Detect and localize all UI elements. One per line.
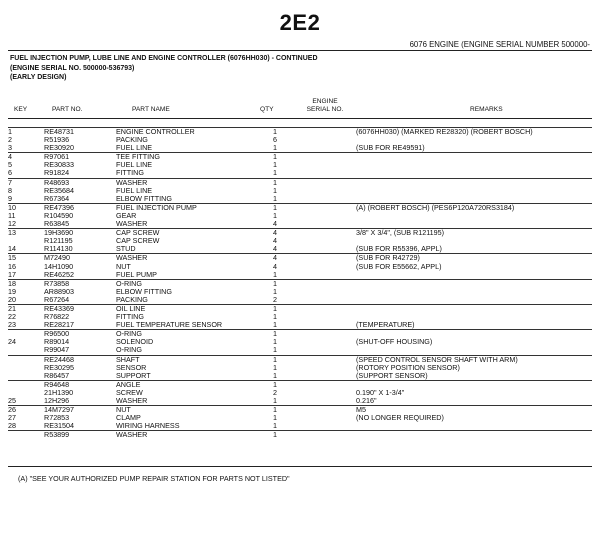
part-name-cell: NUT xyxy=(116,406,264,415)
engine-serial-cell xyxy=(286,296,356,305)
engine-serial-cell xyxy=(286,187,356,195)
remarks-cell xyxy=(356,169,592,178)
table-row xyxy=(8,355,592,364)
qty-cell: 1 xyxy=(273,169,277,178)
qty-cell: 1 xyxy=(273,211,277,220)
key-cell: 18 xyxy=(8,279,44,288)
engine-serial-cell xyxy=(286,263,356,271)
part-number-cell: R94648 xyxy=(44,380,116,389)
qty-cell: 1 xyxy=(273,371,277,380)
key-cell: 15 xyxy=(8,254,44,263)
part-name-cell: WIRING HARNESS xyxy=(116,422,180,431)
part-number-cell: AR88903 xyxy=(44,287,74,296)
key-cell: 16 xyxy=(8,262,16,271)
table-row xyxy=(8,406,592,415)
qty-cell: 1 xyxy=(264,178,286,187)
remarks-cell xyxy=(356,237,592,245)
qty-cell: 1 xyxy=(264,128,286,137)
part-name-cell: CLAMP xyxy=(116,414,141,423)
part-name-cell: SUPPORT xyxy=(116,371,151,380)
part-name-cell: FUEL PUMP xyxy=(116,270,157,279)
part-name-cell: FUEL LINE xyxy=(116,161,153,170)
engine-serial-cell xyxy=(286,136,356,144)
part-number-cell: R121195 xyxy=(44,237,73,246)
table-row xyxy=(8,321,592,330)
part-name-cell: ANGLE xyxy=(116,380,264,389)
engine-serial-cell xyxy=(286,220,356,229)
part-name-cell: FUEL LINE xyxy=(116,186,153,195)
qty-cell: 1 xyxy=(273,422,277,431)
engine-serial-cell xyxy=(286,288,356,296)
table-row xyxy=(8,203,592,212)
key-cell: 27 xyxy=(8,414,16,423)
engine-serial-cell xyxy=(286,321,356,330)
part-name-cell: TEE FITTING xyxy=(116,153,264,162)
remarks-cell: 3/8" X 3/4", (SUB R121195) xyxy=(356,229,592,238)
qty-cell: 1 xyxy=(273,397,277,405)
engine-serial-cell xyxy=(286,414,356,422)
remarks-cell xyxy=(356,271,592,280)
remarks-cell xyxy=(356,296,592,305)
key-cell: 12 xyxy=(8,220,16,229)
column-header-remarks: REMARKS xyxy=(470,106,503,113)
part-number-cell: 21H1390 xyxy=(44,388,74,397)
table-row xyxy=(8,330,592,339)
qty-cell: 2 xyxy=(273,295,277,304)
key-cell: 9 xyxy=(8,194,12,203)
engine-serial-cell xyxy=(286,279,356,288)
table-row xyxy=(8,212,592,220)
key-cell: 17 xyxy=(8,270,16,279)
key-cell xyxy=(8,330,44,339)
engine-serial-cell xyxy=(286,313,356,321)
column-header-engine-serial-line1: ENGINE xyxy=(312,98,338,105)
remarks-cell xyxy=(356,313,592,321)
section-title-line2: (ENGINE SERIAL NO. 500000-536793) xyxy=(10,64,135,72)
key-cell: 3 xyxy=(8,144,12,153)
remarks-cell xyxy=(356,212,592,220)
part-name-cell: PACKING xyxy=(116,295,148,304)
remarks-cell xyxy=(356,380,592,389)
footnote: (A) "SEE YOUR AUTHORIZED PUMP REPAIR STATION FOR PARTS NOT LISTED" xyxy=(18,474,290,483)
part-number-cell: RE43369 xyxy=(44,304,116,313)
part-name-cell: SENSOR xyxy=(116,363,147,372)
part-name-cell: CAP SCREW xyxy=(116,229,264,238)
key-cell: 7 xyxy=(8,178,44,187)
part-name-cell: SHAFT xyxy=(116,355,264,364)
engine-serial-cell xyxy=(286,254,356,263)
key-cell xyxy=(8,380,44,389)
part-number-cell: R73858 xyxy=(44,279,116,288)
qty-cell: 4 xyxy=(273,237,277,246)
table-row xyxy=(8,136,592,144)
part-name-cell: ENGINE CONTROLLER xyxy=(116,128,264,137)
engine-serial-cell xyxy=(286,406,356,415)
table-row xyxy=(8,304,592,313)
table-row xyxy=(8,263,592,271)
qty-cell: 4 xyxy=(273,220,277,229)
table-bottom-rule xyxy=(8,466,592,467)
part-number-cell: M72490 xyxy=(44,254,116,263)
column-header-engine-serial-line2: SERIAL NO. xyxy=(306,106,344,113)
engine-serial-cell xyxy=(286,144,356,153)
part-number-cell: RE28217 xyxy=(44,321,74,330)
parts-table xyxy=(8,127,592,439)
part-name-cell: FUEL LINE xyxy=(116,144,153,153)
key-cell: 25 xyxy=(8,397,16,405)
key-cell: 21 xyxy=(8,304,44,313)
section-title xyxy=(10,54,318,83)
engine-header: 6076 ENGINE (ENGINE SERIAL NUMBER 500000- xyxy=(409,40,590,49)
part-name-cell: CAP SCREW xyxy=(116,237,160,246)
engine-serial-cell xyxy=(286,203,356,212)
table-row xyxy=(8,128,592,137)
table-row xyxy=(8,346,592,355)
engine-serial-cell xyxy=(286,237,356,245)
engine-serial-cell xyxy=(286,304,356,313)
qty-cell: 1 xyxy=(273,194,277,203)
table-row xyxy=(8,254,592,263)
part-name-cell: FITTING xyxy=(116,169,144,178)
part-name-cell: FUEL TEMPERATURE SENSOR xyxy=(116,321,223,330)
qty-cell: 1 xyxy=(273,161,277,170)
qty-cell: 6 xyxy=(273,136,277,145)
part-number-cell: RE30833 xyxy=(44,161,74,170)
qty-cell: 1 xyxy=(273,346,277,355)
key-cell: 1 xyxy=(8,128,44,137)
remarks-cell xyxy=(356,220,592,229)
qty-cell: 1 xyxy=(264,380,286,389)
engine-serial-cell xyxy=(286,355,356,364)
remarks-cell xyxy=(356,195,592,204)
key-cell: 19 xyxy=(8,287,16,296)
table-row xyxy=(8,296,592,305)
remarks-cell: (SUB FOR R42729) xyxy=(356,254,592,263)
remarks-cell: (SHUT-OFF HOUSING) xyxy=(356,338,433,347)
qty-cell: 1 xyxy=(273,313,277,322)
table-row xyxy=(8,279,592,288)
engine-serial-cell xyxy=(286,330,356,339)
key-cell: 26 xyxy=(8,406,44,415)
remarks-cell xyxy=(356,178,592,187)
table-row xyxy=(8,271,592,280)
remarks-cell: (ROTORY POSITION SENSOR) xyxy=(356,363,460,372)
table-row xyxy=(8,372,592,381)
engine-serial-cell xyxy=(286,178,356,187)
column-header-qty: QTY xyxy=(260,106,274,113)
remarks-cell: 0.216" xyxy=(356,397,377,405)
qty-cell: 2 xyxy=(273,388,277,397)
table-row xyxy=(8,389,592,397)
qty-cell: 1 xyxy=(264,203,286,212)
key-cell xyxy=(8,431,44,440)
engine-serial-cell xyxy=(286,346,356,355)
part-name-cell: WASHER xyxy=(116,254,264,263)
part-name-cell: WASHER xyxy=(116,397,148,405)
table-row xyxy=(8,161,592,169)
remarks-cell xyxy=(356,431,592,440)
qty-cell: 1 xyxy=(273,186,277,195)
engine-serial-cell xyxy=(286,169,356,178)
key-cell: 28 xyxy=(8,422,16,431)
key-cell xyxy=(8,346,44,355)
table-row xyxy=(8,245,592,254)
engine-serial-cell xyxy=(286,389,356,397)
engine-serial-cell xyxy=(286,161,356,169)
key-cell xyxy=(8,364,44,372)
qty-cell: 4 xyxy=(273,262,277,271)
part-name-cell: SOLENOID xyxy=(116,338,154,347)
part-name-cell: GEAR xyxy=(116,211,137,220)
key-cell: 5 xyxy=(8,161,12,170)
section-title-line3: (EARLY DESIGN) xyxy=(10,74,67,81)
qty-cell: 1 xyxy=(273,338,277,347)
part-number-cell: RE30295 xyxy=(44,363,74,372)
column-header-part-name: PART NAME xyxy=(132,106,170,113)
remarks-cell xyxy=(356,330,592,339)
key-cell: 22 xyxy=(8,313,16,322)
part-number-cell: R91824 xyxy=(44,169,70,178)
remarks-cell: (6076HH030) (MARKED RE28320) (ROBERT BOSCH) xyxy=(356,128,592,137)
key-cell: 23 xyxy=(8,321,16,330)
remarks-cell: (SUB FOR R55396, APPL) xyxy=(356,245,442,254)
page-number: 2E2 xyxy=(279,10,321,35)
key-cell xyxy=(8,237,44,245)
qty-cell: 1 xyxy=(273,270,277,279)
table-row xyxy=(8,414,592,422)
qty-cell: 1 xyxy=(264,355,286,364)
table-row xyxy=(8,380,592,389)
part-number-cell: R53899 xyxy=(44,431,116,440)
part-name-cell: OIL LINE xyxy=(116,304,264,313)
part-name-cell: ELBOW FITTING xyxy=(116,194,172,203)
qty-cell: 4 xyxy=(264,254,286,263)
key-cell: 14 xyxy=(8,245,16,254)
remarks-cell: (TEMPERATURE) xyxy=(356,321,415,330)
part-name-cell: NUT xyxy=(116,262,131,271)
part-name-cell: WASHER xyxy=(116,178,264,187)
column-header-key: KEY xyxy=(14,106,28,113)
table-row xyxy=(8,195,592,204)
key-cell: 20 xyxy=(8,295,16,304)
part-number-cell: 14H1090 xyxy=(44,262,74,271)
table-row xyxy=(8,364,592,372)
part-number-cell: RE30920 xyxy=(44,144,74,153)
part-number-cell: 19H3690 xyxy=(44,229,116,238)
table-row xyxy=(8,237,592,245)
part-number-cell: R48693 xyxy=(44,178,116,187)
part-number-cell: R99047 xyxy=(44,346,70,355)
part-number-cell: R51936 xyxy=(44,136,70,145)
part-name-cell: O-RING xyxy=(116,279,264,288)
part-number-cell: R67364 xyxy=(44,194,70,203)
table-row xyxy=(8,338,592,346)
remarks-cell: (A) (ROBERT BOSCH) (PES6P120A720RS3184) xyxy=(356,203,592,212)
engine-serial-cell xyxy=(286,422,356,431)
part-number-cell: RE47396 xyxy=(44,203,116,212)
part-name-cell: O-RING xyxy=(116,346,142,355)
engine-serial-cell xyxy=(286,153,356,162)
part-number-cell: 14M7297 xyxy=(44,406,116,415)
key-cell: 8 xyxy=(8,186,12,195)
engine-serial-cell xyxy=(286,372,356,381)
qty-cell: 1 xyxy=(264,406,286,415)
part-number-cell: 12H296 xyxy=(44,397,70,405)
remarks-cell xyxy=(356,346,592,355)
table-row xyxy=(8,178,592,187)
part-number-cell: RE35684 xyxy=(44,186,74,195)
part-number-cell: R89014 xyxy=(44,338,70,347)
qty-cell: 1 xyxy=(264,304,286,313)
part-name-cell: ELBOW FITTING xyxy=(116,287,172,296)
part-name-cell: WASHER xyxy=(116,431,264,440)
table-row xyxy=(8,169,592,178)
key-cell: 2 xyxy=(8,136,12,145)
table-row xyxy=(8,397,592,406)
part-number-cell: RE48731 xyxy=(44,128,116,137)
table-row xyxy=(8,422,592,431)
key-cell: 6 xyxy=(8,169,12,178)
engine-serial-cell xyxy=(286,195,356,204)
part-name-cell: SCREW xyxy=(116,388,143,397)
table-row xyxy=(8,220,592,229)
part-number-cell: RE31504 xyxy=(44,422,74,431)
part-number-cell: RE24468 xyxy=(44,355,116,364)
engine-serial-cell xyxy=(286,338,356,346)
engine-serial-cell xyxy=(286,245,356,254)
part-name-cell: FITTING xyxy=(116,313,144,322)
parts-table-body xyxy=(8,128,592,440)
remarks-cell xyxy=(356,153,592,162)
part-name-cell: WASHER xyxy=(116,220,148,229)
part-name-cell: FUEL INJECTION PUMP xyxy=(116,203,264,212)
qty-cell: 1 xyxy=(264,431,286,440)
table-row xyxy=(8,187,592,195)
remarks-cell xyxy=(356,288,592,296)
remarks-cell: 0.190" X 1-3/4" xyxy=(356,388,405,397)
engine-serial-cell xyxy=(286,229,356,238)
column-header-engine-serial xyxy=(297,98,353,114)
qty-cell: 4 xyxy=(264,229,286,238)
part-number-cell: R72853 xyxy=(44,414,70,423)
section-title-line1: FUEL INJECTION PUMP, LUBE LINE AND ENGINE CONTROLLER (6076HH030) - CONTINUED xyxy=(10,55,318,62)
key-cell: 11 xyxy=(8,211,16,220)
table-header-rule xyxy=(8,118,592,119)
part-number-cell: R67264 xyxy=(44,295,70,304)
qty-cell: 1 xyxy=(273,144,277,153)
part-number-cell: R76822 xyxy=(44,313,70,322)
remarks-cell xyxy=(356,187,592,195)
remarks-cell xyxy=(356,422,592,431)
qty-cell: 1 xyxy=(264,279,286,288)
column-header-part-no: PART NO. xyxy=(52,106,83,113)
qty-cell: 4 xyxy=(273,245,277,254)
remarks-cell: (SPEED CONTROL SENSOR SHAFT WITH ARM) xyxy=(356,355,592,364)
table-row xyxy=(8,144,592,153)
key-cell xyxy=(8,372,44,381)
key-cell: 4 xyxy=(8,153,44,162)
qty-cell: 1 xyxy=(273,414,277,423)
part-number-cell: R86457 xyxy=(44,371,70,380)
key-cell xyxy=(8,389,44,397)
engine-serial-cell xyxy=(286,128,356,137)
remarks-cell xyxy=(356,304,592,313)
engine-serial-cell xyxy=(286,380,356,389)
key-cell: 10 xyxy=(8,203,44,212)
qty-cell: 1 xyxy=(264,330,286,339)
qty-cell: 1 xyxy=(273,363,277,372)
part-number-cell: RE46252 xyxy=(44,270,74,279)
remarks-cell: (SUPPORT SENSOR) xyxy=(356,371,428,380)
engine-serial-cell xyxy=(286,397,356,406)
key-cell xyxy=(8,355,44,364)
key-cell: 24 xyxy=(8,338,16,347)
part-number-cell: R104590 xyxy=(44,211,74,220)
qty-cell: 1 xyxy=(273,321,277,330)
header-rule xyxy=(8,50,592,51)
table-row xyxy=(8,288,592,296)
part-number-cell: R63845 xyxy=(44,220,70,229)
engine-serial-cell xyxy=(286,364,356,372)
remarks-cell: (NO LONGER REQUIRED) xyxy=(356,414,444,423)
remarks-cell: (SUB FOR E55662, APPL) xyxy=(356,262,442,271)
remarks-cell: (SUB FOR RE49591) xyxy=(356,144,425,153)
remarks-cell xyxy=(356,161,592,169)
table-row xyxy=(8,153,592,162)
remarks-cell xyxy=(356,136,592,144)
key-cell: 13 xyxy=(8,229,44,238)
table-row xyxy=(8,313,592,321)
table-row xyxy=(8,431,592,440)
engine-serial-cell xyxy=(286,212,356,220)
remarks-cell: M5 xyxy=(356,406,592,415)
part-name-cell: STUD xyxy=(116,245,136,254)
remarks-cell xyxy=(356,279,592,288)
part-number-cell: R97061 xyxy=(44,153,116,162)
table-row xyxy=(8,229,592,238)
part-name-cell: O-RING xyxy=(116,330,264,339)
engine-serial-cell xyxy=(286,271,356,280)
part-number-cell: R114130 xyxy=(44,245,73,254)
part-number-cell: R96500 xyxy=(44,330,116,339)
engine-serial-cell xyxy=(286,431,356,440)
qty-cell: 1 xyxy=(264,153,286,162)
part-name-cell: PACKING xyxy=(116,136,148,145)
qty-cell: 1 xyxy=(273,287,277,296)
